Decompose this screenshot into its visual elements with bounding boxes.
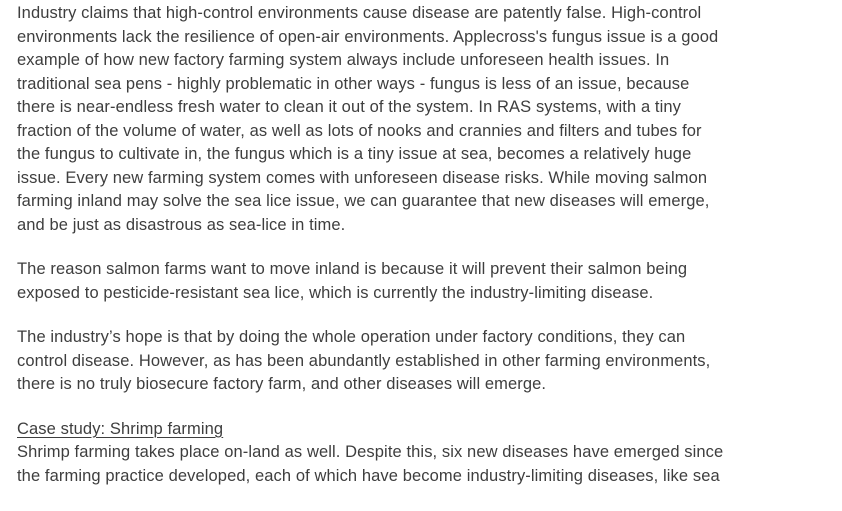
text-line: farming inland may solve the sea lice issue, we can guarantee that new diseases will emerge, <box>17 192 710 210</box>
text-line: traditional sea pens - highly problematic in other ways - fungus is less of an issue, because <box>17 74 690 93</box>
text-line: exposed to pesticide-resistant sea lice, which is currently the industry-limiting disease. <box>17 283 654 302</box>
text-line: environments lack the resilience of open-air environments. Applecross's fungus issue is a good <box>17 27 719 46</box>
text-line: issue. Every new farming system comes with unforeseen disease risks. While moving salmon <box>17 168 708 187</box>
paragraph <box>17 441 822 488</box>
text-line: The industry’s hope is that by doing the whole operation under factory conditions, they can <box>17 328 686 346</box>
text-line: there is near-endless fresh water to clean it out of the system. In RAS systems, with a tiny <box>17 98 681 116</box>
text-line: the farming practice developed, each of which have become industry-limiting diseases, like sea <box>17 466 720 485</box>
text-line: there is no truly biosecure factory farm, and other diseases will emerge. <box>17 375 547 393</box>
text-line: the fungus to cultivate in, the fungus which is a tiny issue at sea, becomes a relatively huge <box>17 145 692 163</box>
text-line: The reason salmon farms want to move inland is because it will prevent their salmon being <box>17 260 688 278</box>
text-line: example of how new factory farming system always include unforeseen health issues. In <box>17 51 670 69</box>
text-line: Industry claims that high-control environments cause disease are patently false. High-control <box>17 4 702 22</box>
text-line: and be just as disastrous as sea-lice in time. <box>17 215 346 234</box>
paragraph <box>17 258 822 305</box>
text-line: Shrimp farming takes place on-land as well. Despite this, six new diseases have emerged since <box>17 443 724 461</box>
section-heading <box>17 418 822 442</box>
text-line: control disease. However, as has been abundantly established in other farming environments, <box>17 351 711 370</box>
text-line: Case study: Shrimp farming <box>17 419 224 438</box>
paragraph <box>17 326 822 397</box>
paragraph <box>17 2 822 237</box>
text-line: fraction of the volume of water, as well as lots of nooks and crannies and filters and tubes for <box>17 121 702 140</box>
